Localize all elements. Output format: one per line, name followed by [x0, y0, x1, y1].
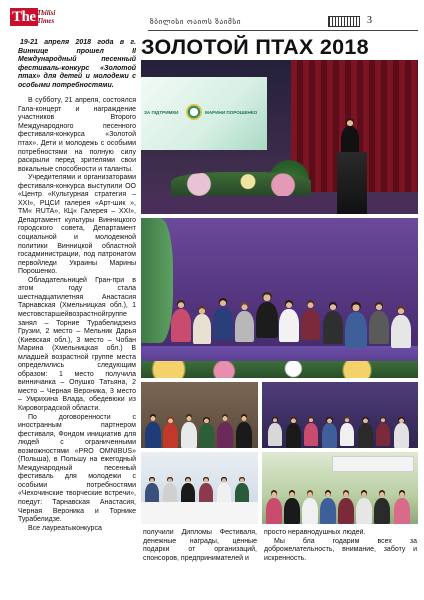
person-body: [356, 498, 372, 524]
person-figure: [358, 417, 373, 449]
person-figure: [376, 417, 390, 446]
person-body: [193, 314, 211, 344]
person-body: [266, 498, 282, 524]
person-head: [219, 298, 227, 306]
person-figure: [163, 417, 178, 449]
person-figure: [199, 417, 214, 449]
article-paragraph: получили Дипломы Фестиваля, денежные награды, ценные подарки от организаций, спонсоров, предпринимателей и: [143, 529, 257, 562]
person-head: [307, 300, 315, 308]
logo-the: The: [12, 9, 36, 25]
person-figure: [268, 417, 282, 446]
person-body: [217, 422, 233, 448]
person-body: [322, 423, 337, 448]
person-head: [361, 490, 368, 497]
person-head: [398, 417, 404, 423]
person-figure: [145, 414, 161, 448]
person-body: [181, 422, 197, 448]
person-figure: [236, 414, 252, 448]
person-body: [235, 311, 254, 342]
masthead-title: ზბილისი ოაიოს ზაიმსი: [150, 17, 242, 26]
person-figure: [323, 302, 343, 344]
person-head: [167, 417, 173, 423]
newspaper-logo: [10, 8, 66, 28]
person-body: [199, 423, 214, 448]
person-head: [397, 306, 405, 314]
person-figure: [193, 306, 211, 344]
person-head: [344, 417, 350, 423]
person-head: [375, 302, 383, 310]
person-body: [394, 423, 409, 448]
tables: [141, 502, 258, 524]
person-body: [358, 423, 373, 448]
article-paragraph: По договоренности с иностранным партнером фестиваля, Фондом инициатив для людей с ограниченными возможностями «PRO OMNIBUS» (Польша), в Польшу на ежегодный Международный песенный фестиваль для молодежи с особыми потребностями «Чехочинские творческие встречи», поедут: Тарнавская Анастасия, Черная Вероника и Торнике Турабелидзе.: [18, 413, 136, 524]
person-body: [301, 309, 320, 340]
person-head: [186, 414, 193, 421]
person-figure: [213, 298, 233, 340]
person-body: [345, 312, 367, 348]
person-head: [241, 302, 249, 310]
person-head: [308, 417, 314, 423]
lectern: [337, 152, 367, 214]
article-paragraph: Учредителями и организаторами фестиваля-конкурса выступили ОО «Центр «Культурная стратегия – XXI», РЦСИ галерея «Арт-шик », ТМ« RUTA», КЦ« Галерея – XXI», Департамент культуры Винницкого городского совета, Департамент социальной и молодежной политики Винницкой областной госадминистрации, под патронатом первойледи Украины Марины Порошенко.: [18, 174, 136, 276]
person-body: [304, 423, 318, 446]
flower-arrangement: [171, 172, 311, 196]
person-figure: [302, 490, 318, 524]
person-head: [399, 490, 406, 497]
person-head: [343, 490, 350, 497]
person-head: [351, 302, 360, 311]
person-figure: [217, 414, 233, 448]
person-head: [221, 477, 227, 483]
person-head: [239, 477, 245, 483]
article-lead: 19-21 апреля 2018 года в г. Виннице прошел II Международный песенный фестиваль-конкурс «Золотой птах» для детей и молодежи с особыми потребностями.: [18, 39, 136, 89]
person-head: [203, 417, 209, 423]
stage-floor: [141, 196, 418, 214]
photo-gala-stage: [141, 60, 418, 214]
person-figure: [286, 417, 301, 449]
page-number: 3: [367, 15, 372, 26]
person-head: [379, 490, 386, 497]
person-figure: [235, 302, 254, 342]
person-head: [329, 302, 337, 310]
person-body: [286, 423, 301, 448]
person-head: [271, 490, 278, 497]
person-head: [307, 490, 314, 497]
person-head: [285, 300, 293, 308]
stage-decor: [141, 218, 173, 343]
article-paragraph: просто неравнодушных людей.: [264, 529, 366, 536]
person-figure: [304, 417, 318, 446]
person-figure: [391, 306, 411, 348]
person-head: [289, 490, 296, 497]
person-body: [236, 422, 252, 448]
person-figure: [340, 417, 354, 446]
person-body: [145, 422, 161, 448]
person-figure: [345, 302, 367, 348]
person-head: [149, 477, 155, 483]
person-head: [222, 414, 229, 421]
article-column-right: [264, 529, 417, 593]
masthead-rule: [148, 30, 418, 31]
article-paragraph: Все лауреатыконкурса: [28, 524, 102, 532]
person-head: [185, 477, 191, 483]
person-body: [391, 315, 411, 348]
article-paragraph: Обладательницей Гран-при в этом году стала шестнадцатилетняя Анастасия Тарнавская (Хмельницкая обл.), 1 местовстаршейвозрастнойгруппе занял – Торние Турабелидзеиз Грузии, 2 место – Мельник Дарья (Киевская обл.), 3 место – Чобан Марина (Хмельницкая обл.) В младшей возрастной группе места определились следующим образом: 1 место получила винничанка – Опушко Татьяна, 2 место – Черная Вероника, 3 место – Умрихина Влада, обедевюки из Кировоградской области.: [18, 276, 136, 412]
person-figure: [301, 300, 320, 340]
person-body: [323, 311, 343, 344]
screen-text-right: МАРИНИ ПОРОШЕНКО: [205, 110, 258, 115]
photo-stage-participants: [262, 382, 418, 448]
photo-group-indoor: [141, 382, 258, 448]
person-body: [394, 498, 410, 524]
person-figure: [356, 490, 372, 524]
person-figure: [374, 490, 390, 524]
person-figure: [341, 118, 359, 156]
article-title: ЗОЛОТОЙ ПТАХ 2018: [141, 35, 369, 59]
person-body: [369, 311, 389, 344]
wall-banner: [332, 456, 414, 472]
person-head: [262, 292, 271, 301]
article-paragraph: Мы бла годарим всех за доброжелательность, внимание, заботу и искренность.: [264, 537, 417, 562]
person-body: [338, 498, 354, 524]
person-body: [213, 307, 233, 340]
screen-text-left: ЗА ПІДТРИМКИ: [144, 110, 179, 115]
person-head: [167, 477, 173, 483]
person-body: [163, 423, 178, 448]
person-figure: [171, 300, 191, 342]
person-body: [376, 423, 390, 446]
person-body: [284, 498, 300, 524]
person-figure: [284, 490, 300, 524]
person-head: [177, 300, 185, 308]
person-head: [325, 490, 332, 497]
logo-tbilisi-times: Tbilisi Times: [37, 9, 56, 25]
person-head: [150, 414, 157, 421]
screen-emblem-icon: [186, 104, 202, 120]
person-figure: [394, 490, 410, 524]
person-body: [279, 309, 299, 342]
article-paragraph: В субботу, 21 апреля, состоялся Гала-концерт и награждение участников Второго Международного песенного фестиваля-конкурса «Золотой птах». Дети и молодежь с особыми потребностями на полную силу раскрыли перед зрителями свои вокальные способности и таланты.: [18, 97, 136, 173]
person-body: [320, 498, 336, 524]
person-head: [198, 306, 206, 314]
article-column-middle: [143, 529, 257, 593]
person-head: [272, 417, 278, 423]
person-figure: [266, 490, 282, 524]
person-body: [302, 498, 318, 524]
masthead-emblem: [328, 16, 360, 27]
photo-group-with-flowers: [262, 452, 418, 524]
person-head: [241, 414, 248, 421]
person-head: [203, 477, 209, 483]
person-figure: [338, 490, 354, 524]
person-head: [346, 118, 354, 126]
person-figure: [181, 414, 197, 448]
person-figure: [256, 292, 278, 338]
person-head: [380, 417, 386, 423]
photo-audience: [141, 452, 258, 524]
person-body: [340, 423, 354, 446]
person-figure: [322, 417, 337, 449]
person-head: [326, 417, 332, 423]
person-body: [256, 302, 278, 338]
person-figure: [279, 300, 299, 342]
flower-arrangement: [141, 361, 418, 378]
stage-screen: [141, 77, 267, 150]
photo-laureates-on-stage: [141, 218, 418, 378]
article-column-left: [18, 39, 136, 580]
person-figure: [394, 417, 409, 449]
person-figure: [320, 490, 336, 524]
person-body: [268, 423, 282, 446]
person-head: [362, 417, 368, 423]
person-figure: [369, 302, 389, 344]
person-head: [290, 417, 296, 423]
person-body: [374, 498, 390, 524]
person-body: [171, 309, 191, 342]
